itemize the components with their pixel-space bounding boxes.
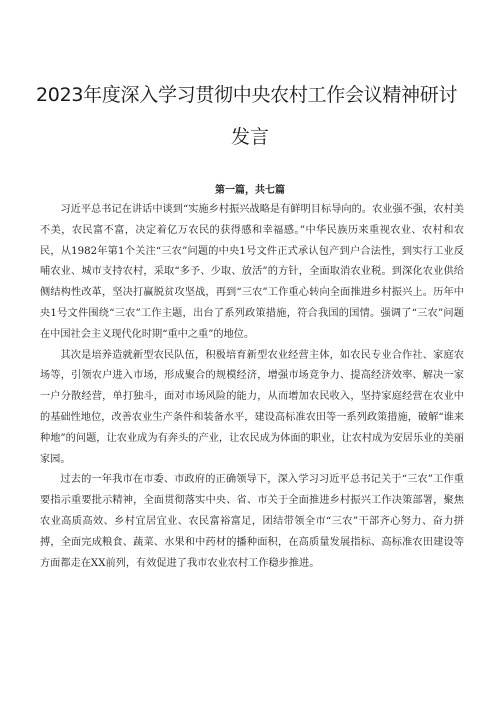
document-title: 2023年度深入学习贯彻中央农村工作会议精神研讨 [36, 84, 458, 106]
paragraph: 过去的一年我市在市委、市政府的正确领导下，深入学习习近平总书记关于“三农”工作重要指示重要批示精神，全面贯彻落实中央、省、市关于全面推进乡村振兴工作决策部署，聚焦农业高质高效、乡村宜居宜业、农民富裕富足，团结带领全市“三农”干部齐心努力、奋力拼搏，全面完成粮食、蔬菜、水果和中药材的播种面积，在高质量发展指标、高标准农田建设等方面都走在XX前列，有效促进了我市农业农村工作稳步推进。 [40, 474, 464, 569]
body-text [40, 200, 464, 574]
paragraph: 习近平总书记在讲话中谈到“实施乡村振兴战略是有鲜明目标导向的。农业强不强，农村美不美，农民富不富，决定着亿万农民的获得感和幸福感。”中华民族历来重视农业、农村和农民，从1982年第1个关注“三农”问题的中央1号文件正式承认包产到户合法性，到实行工业反哺农业、城市支持农村，采取“多予、少取、放活”的方针，全面取消农业税。到深化农业供给侧结构性改革，坚决打赢脱贫攻坚战，再到“三农”工作重心转向全面推进乡村振兴上。历年中央1号文件围绕“三农”工作主题，出台了系列政策措施，符合我国的国情。强调了“三农”问题在中国社会主义现代化时期“重中之重”的地位。 [40, 204, 464, 340]
document-title-continued: 发言 [230, 126, 269, 148]
paragraph: 其次是培养造就新型农民队伍，积极培育新型农业经营主体，如农民专业合作社、家庭农场等，引领农户进入市场，形成聚合的规模经济，增强市场竞争力、提高经济效率、解决一家一户分散经营，单打独斗，面对市场风险的能力，从而增加农民收入，坚持家庭经营在农业中的基础性地位，改善农业生产条件和装备水平，建设高标准农田等一系列政策措施，破解“谁来种地”的问题，让农业成为有奔头的产业，让农民成为体面的职业，让农村成为安居乐业的美丽家园。 [40, 349, 464, 465]
section-subheading: 第一篇，共七篇 [215, 185, 285, 196]
